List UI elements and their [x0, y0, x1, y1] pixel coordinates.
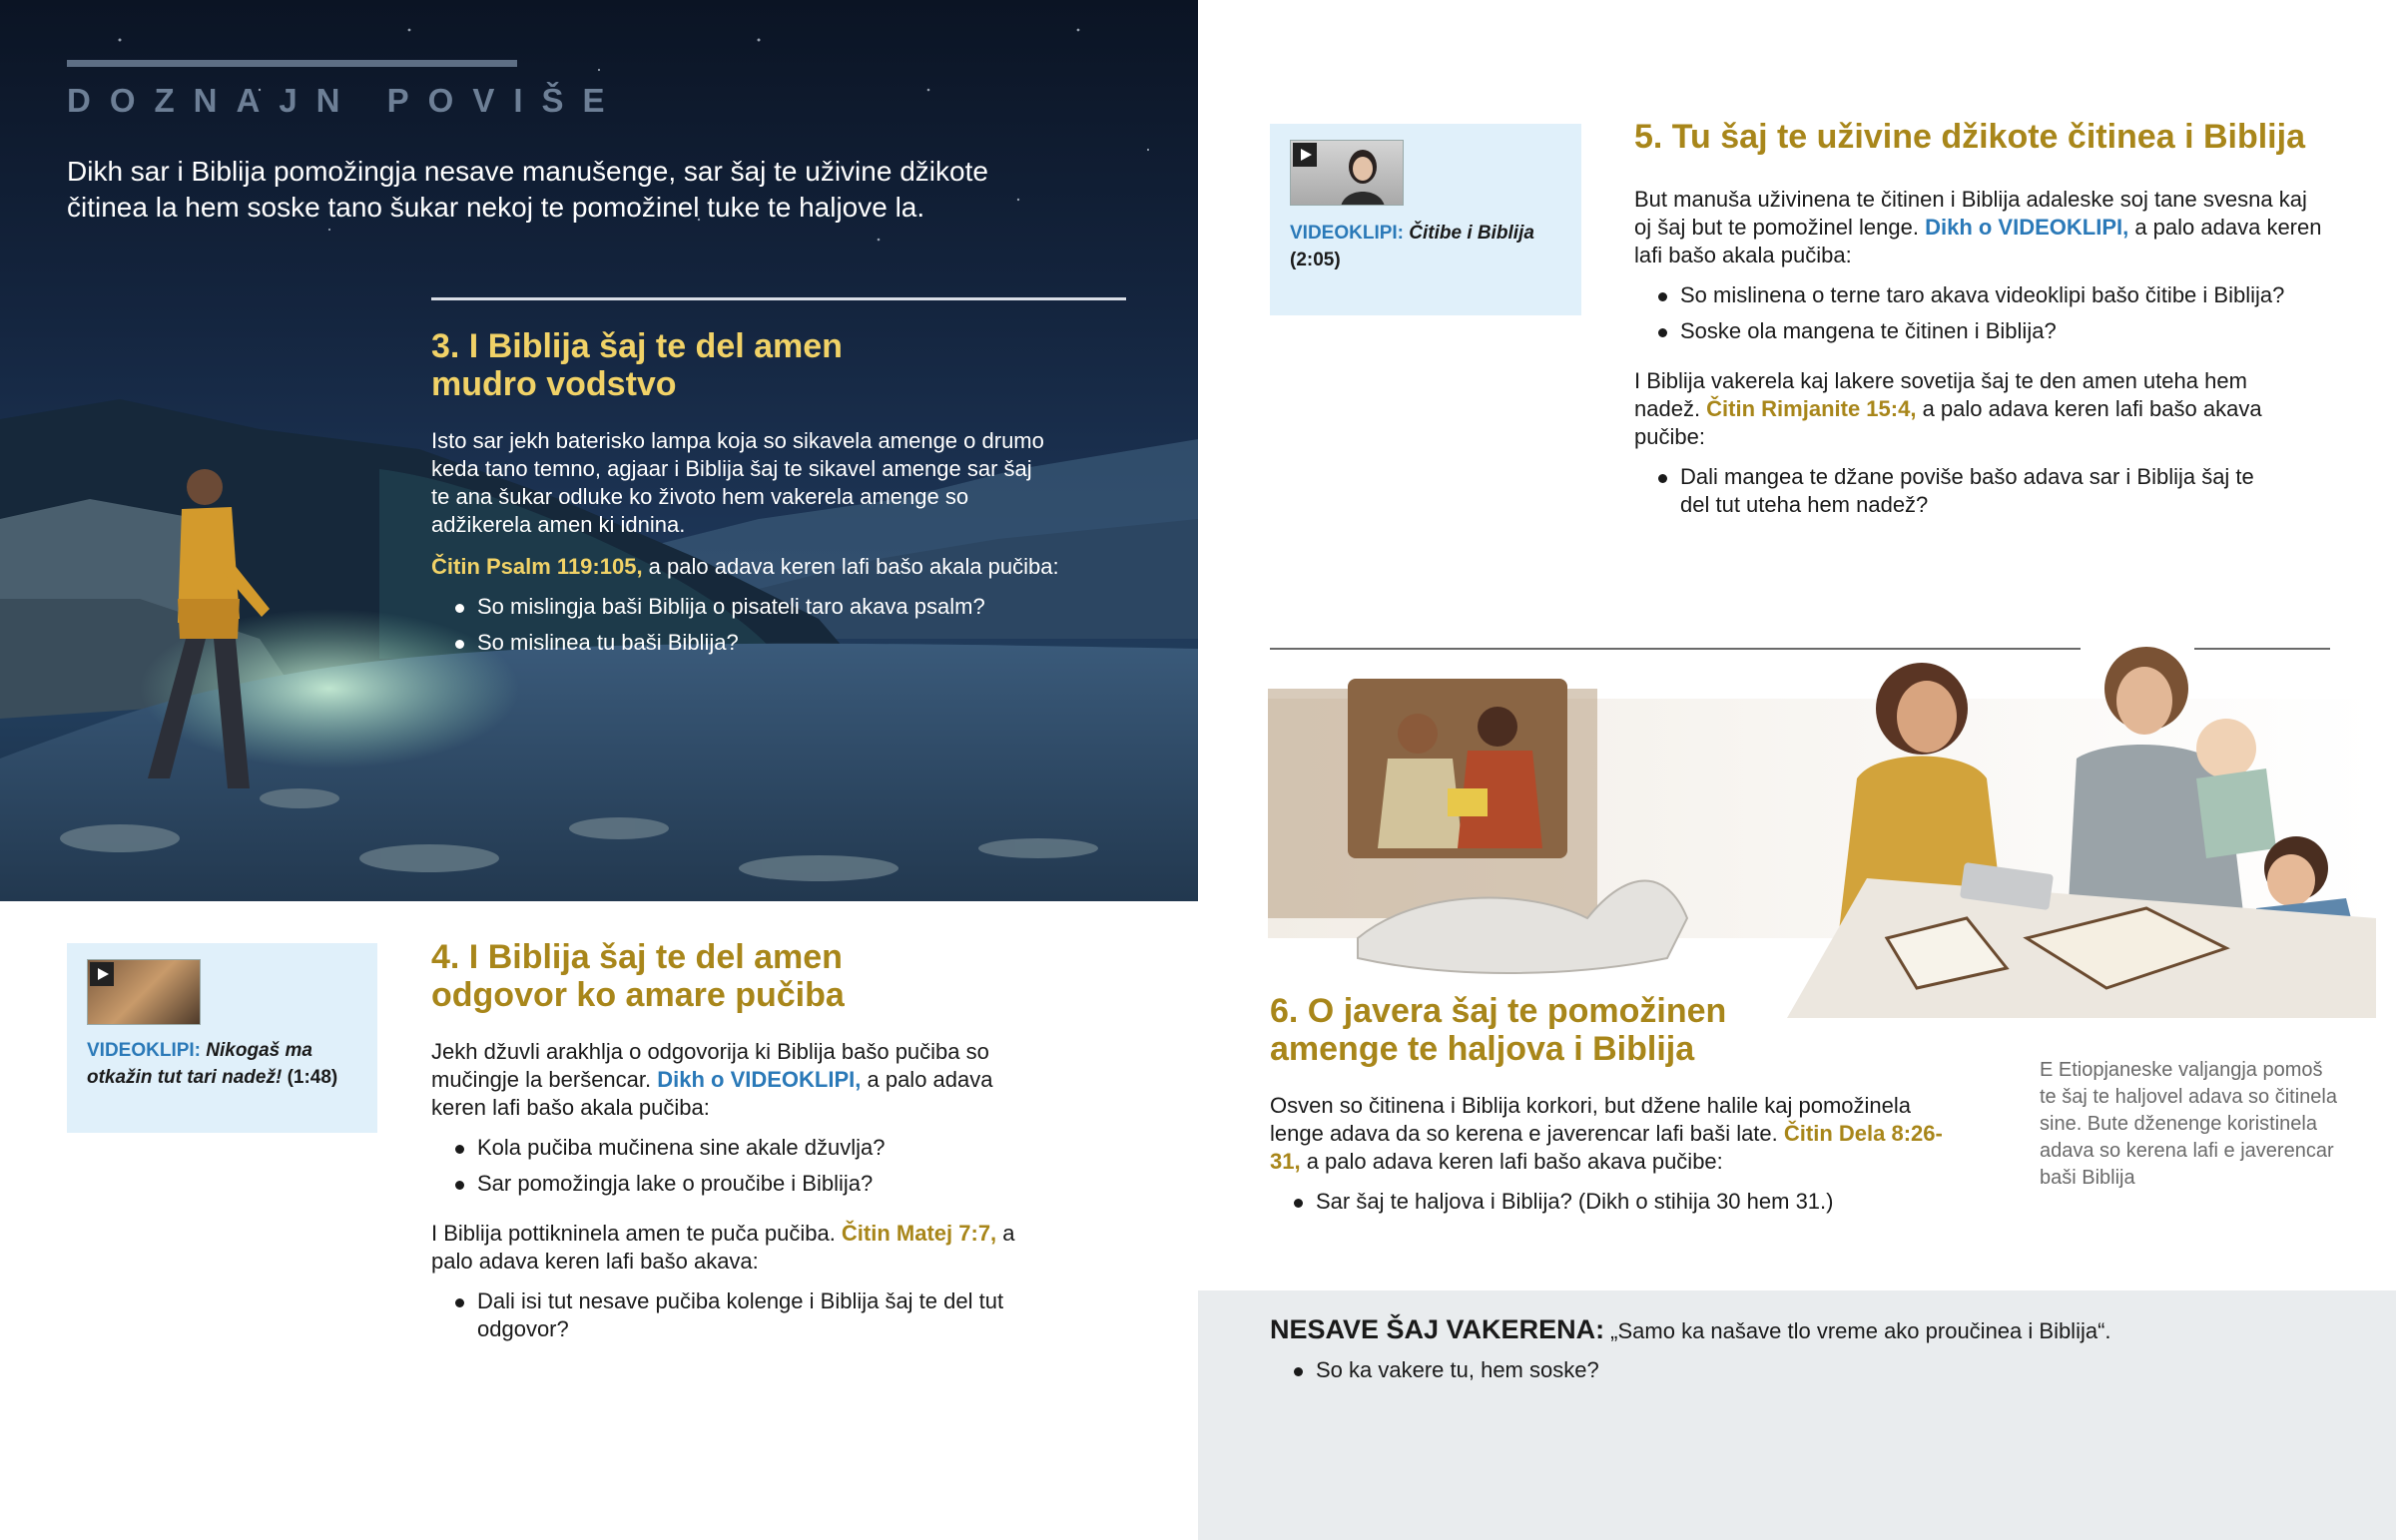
- section-4-title: 4. I Biblija šaj te del amen odgovor ko amare pučiba: [431, 938, 845, 1014]
- some-people-say-box: [1198, 1290, 2396, 1540]
- section-3-instruction: Čitin Psalm 119:105, a palo adava keren lafi bašo akala pučiba:: [431, 554, 1059, 579]
- intro-text: Dikh sar i Biblija pomožingja nesave manušenge, sar šaj te uživine džikote čitinea la hem soske tano šukar nekoj te pomožinel tuke te haljove la.: [67, 156, 988, 223]
- section-5: [1634, 118, 2353, 527]
- play-icon[interactable]: [1293, 143, 1317, 167]
- kicker-rule: [67, 60, 517, 67]
- section-3-questions: [431, 593, 1110, 657]
- family-bible-study-illustration: [1268, 619, 2376, 1018]
- question-item: So mislinena o terne taro akava videoklipi bašo čitibe i Biblija?: [1634, 281, 2353, 309]
- question-item: Sar pomožingja lake o proučibe i Biblija?: [431, 1170, 1050, 1198]
- video-card-section-4[interactable]: [67, 943, 377, 1133]
- section-5-questions-1: [1634, 281, 2353, 345]
- section-3-title: 3. I Biblija šaj te del amen mudro vodstvo: [431, 327, 843, 403]
- question-item: Sar šaj te haljova i Biblija? (Dikh o stihija 30 hem 31.): [1270, 1188, 1989, 1216]
- section-5-paragraph-2: I Biblija vakerela kaj lakere sovetija šaj te den amen uteha hem nadež. Čitin Rimjanite 15:4, a palo adava keren lafi bašo akava pučibe:: [1634, 368, 2262, 449]
- section-4-paragraph-1: Jekh džuvli arakhlja o odgovorija ki Biblija bašo pučiba so mučingje la beršencar. Dikh o VIDEOKLIPI, a palo adava keren lafi bašo akala pučiba:: [431, 1039, 993, 1120]
- illustration-caption: E Etiopjaneske valjangja pomoš te šaj te haljovel adava so čitinela sine. Bute dženenge koristinela adava so kerena lafi e javerencar baši Biblija: [2040, 1059, 2337, 1189]
- section-4-questions-2: [431, 1287, 1030, 1343]
- video-thumbnail[interactable]: [87, 959, 201, 1025]
- section-5-questions-2: [1634, 463, 2273, 519]
- question-item: Dali mangea te džane poviše bašo adava sar i Biblija šaj te del tut uteha hem nadež?: [1634, 463, 2273, 519]
- video-card-section-5[interactable]: [1270, 124, 1581, 315]
- section-3: [431, 327, 1110, 665]
- section-4-paragraph-2: I Biblija pottikninela amen te puča pučiba. Čitin Matej 7:7, a palo adava keren lafi bašo akava:: [431, 1221, 1015, 1274]
- objection-questions: [1270, 1356, 2348, 1384]
- scripture-reference[interactable]: Čitin Dela 8:26-31,: [1270, 1121, 1943, 1174]
- objection-statement: NESAVE ŠAJ VAKERENA: „Samo ka našave tlo vreme ako proučinea i Biblija“.: [1270, 1314, 2111, 1344]
- scripture-reference[interactable]: Čitin Psalm 119:105,: [431, 554, 643, 579]
- video-link[interactable]: Dikh o VIDEOKLIPI,: [1925, 215, 2129, 240]
- kicker-heading: DOZNAJN POVIŠE: [67, 82, 624, 119]
- objection-label: NESAVE ŠAJ VAKERENA:: [1270, 1314, 1605, 1344]
- video-caption: VIDEOKLIPI: Nikogaš ma otkažin tut tari nadež! (1:48): [87, 1040, 338, 1088]
- question-item: Soske ola mangena te čitinen i Biblija?: [1634, 317, 2353, 345]
- question-item: So mislinea tu baši Biblija?: [431, 629, 1110, 657]
- scripture-reference[interactable]: Čitin Rimjanite 15:4,: [1706, 396, 1917, 421]
- section-6-paragraph: Osven so čitinena i Biblija korkori, but džene halile kaj pomožinela lenge adava da so kerena e javerencar lafi baši late. Čitin Dela 8:26-31, a palo adava keren lafi bašo akava pučibe:: [1270, 1093, 1943, 1174]
- section-3-paragraph: Isto sar jekh baterisko lampa koja so sikavela amenge o drumo keda tano temno, agjaar i Biblija šaj te sikavel amenge sar šaj te ana šukar odluke ko životo hem vakerela amenge so adžikerela amen ki idnina.: [431, 428, 1044, 537]
- video-thumbnail[interactable]: [1290, 140, 1404, 206]
- section-6: [1270, 992, 1989, 1224]
- section-5-title: 5. Tu šaj te uživine džikote čitinea i Biblija: [1634, 118, 2305, 156]
- video-link[interactable]: Dikh o VIDEOKLIPI,: [657, 1067, 862, 1092]
- question-item: So ka vakere tu, hem soske?: [1270, 1356, 2348, 1384]
- question-item: Dali isi tut nesave pučiba kolenge i Biblija šaj te del tut odgovor?: [431, 1287, 1030, 1343]
- section-4-questions-1: [431, 1134, 1050, 1198]
- section-6-title: 6. O javera šaj te pomožinen amenge te haljova i Biblija: [1270, 992, 1727, 1068]
- video-caption: VIDEOKLIPI: Čitibe i Biblija (2:05): [1290, 223, 1534, 270]
- section-6-questions: [1270, 1188, 1989, 1216]
- scripture-reference[interactable]: Čitin Matej 7:7,: [841, 1221, 997, 1246]
- hero-illustration: [0, 0, 1198, 901]
- question-item: So mislingja baši Biblija o pisateli taro akava psalm?: [431, 593, 1110, 621]
- section-5-paragraph-1: But manuša uživinena te čitinen i Biblija adaleske soj tane svesna kaj oj šaj but te pomožinel lenge. Dikh o VIDEOKLIPI, a palo adava keren lafi bašo akala pučiba:: [1634, 187, 2322, 267]
- question-item: Kola pučiba mučinena sine akale džuvlja?: [431, 1134, 1050, 1162]
- section-4: [431, 938, 1050, 1351]
- play-icon[interactable]: [90, 962, 114, 986]
- section-divider: [431, 297, 1126, 300]
